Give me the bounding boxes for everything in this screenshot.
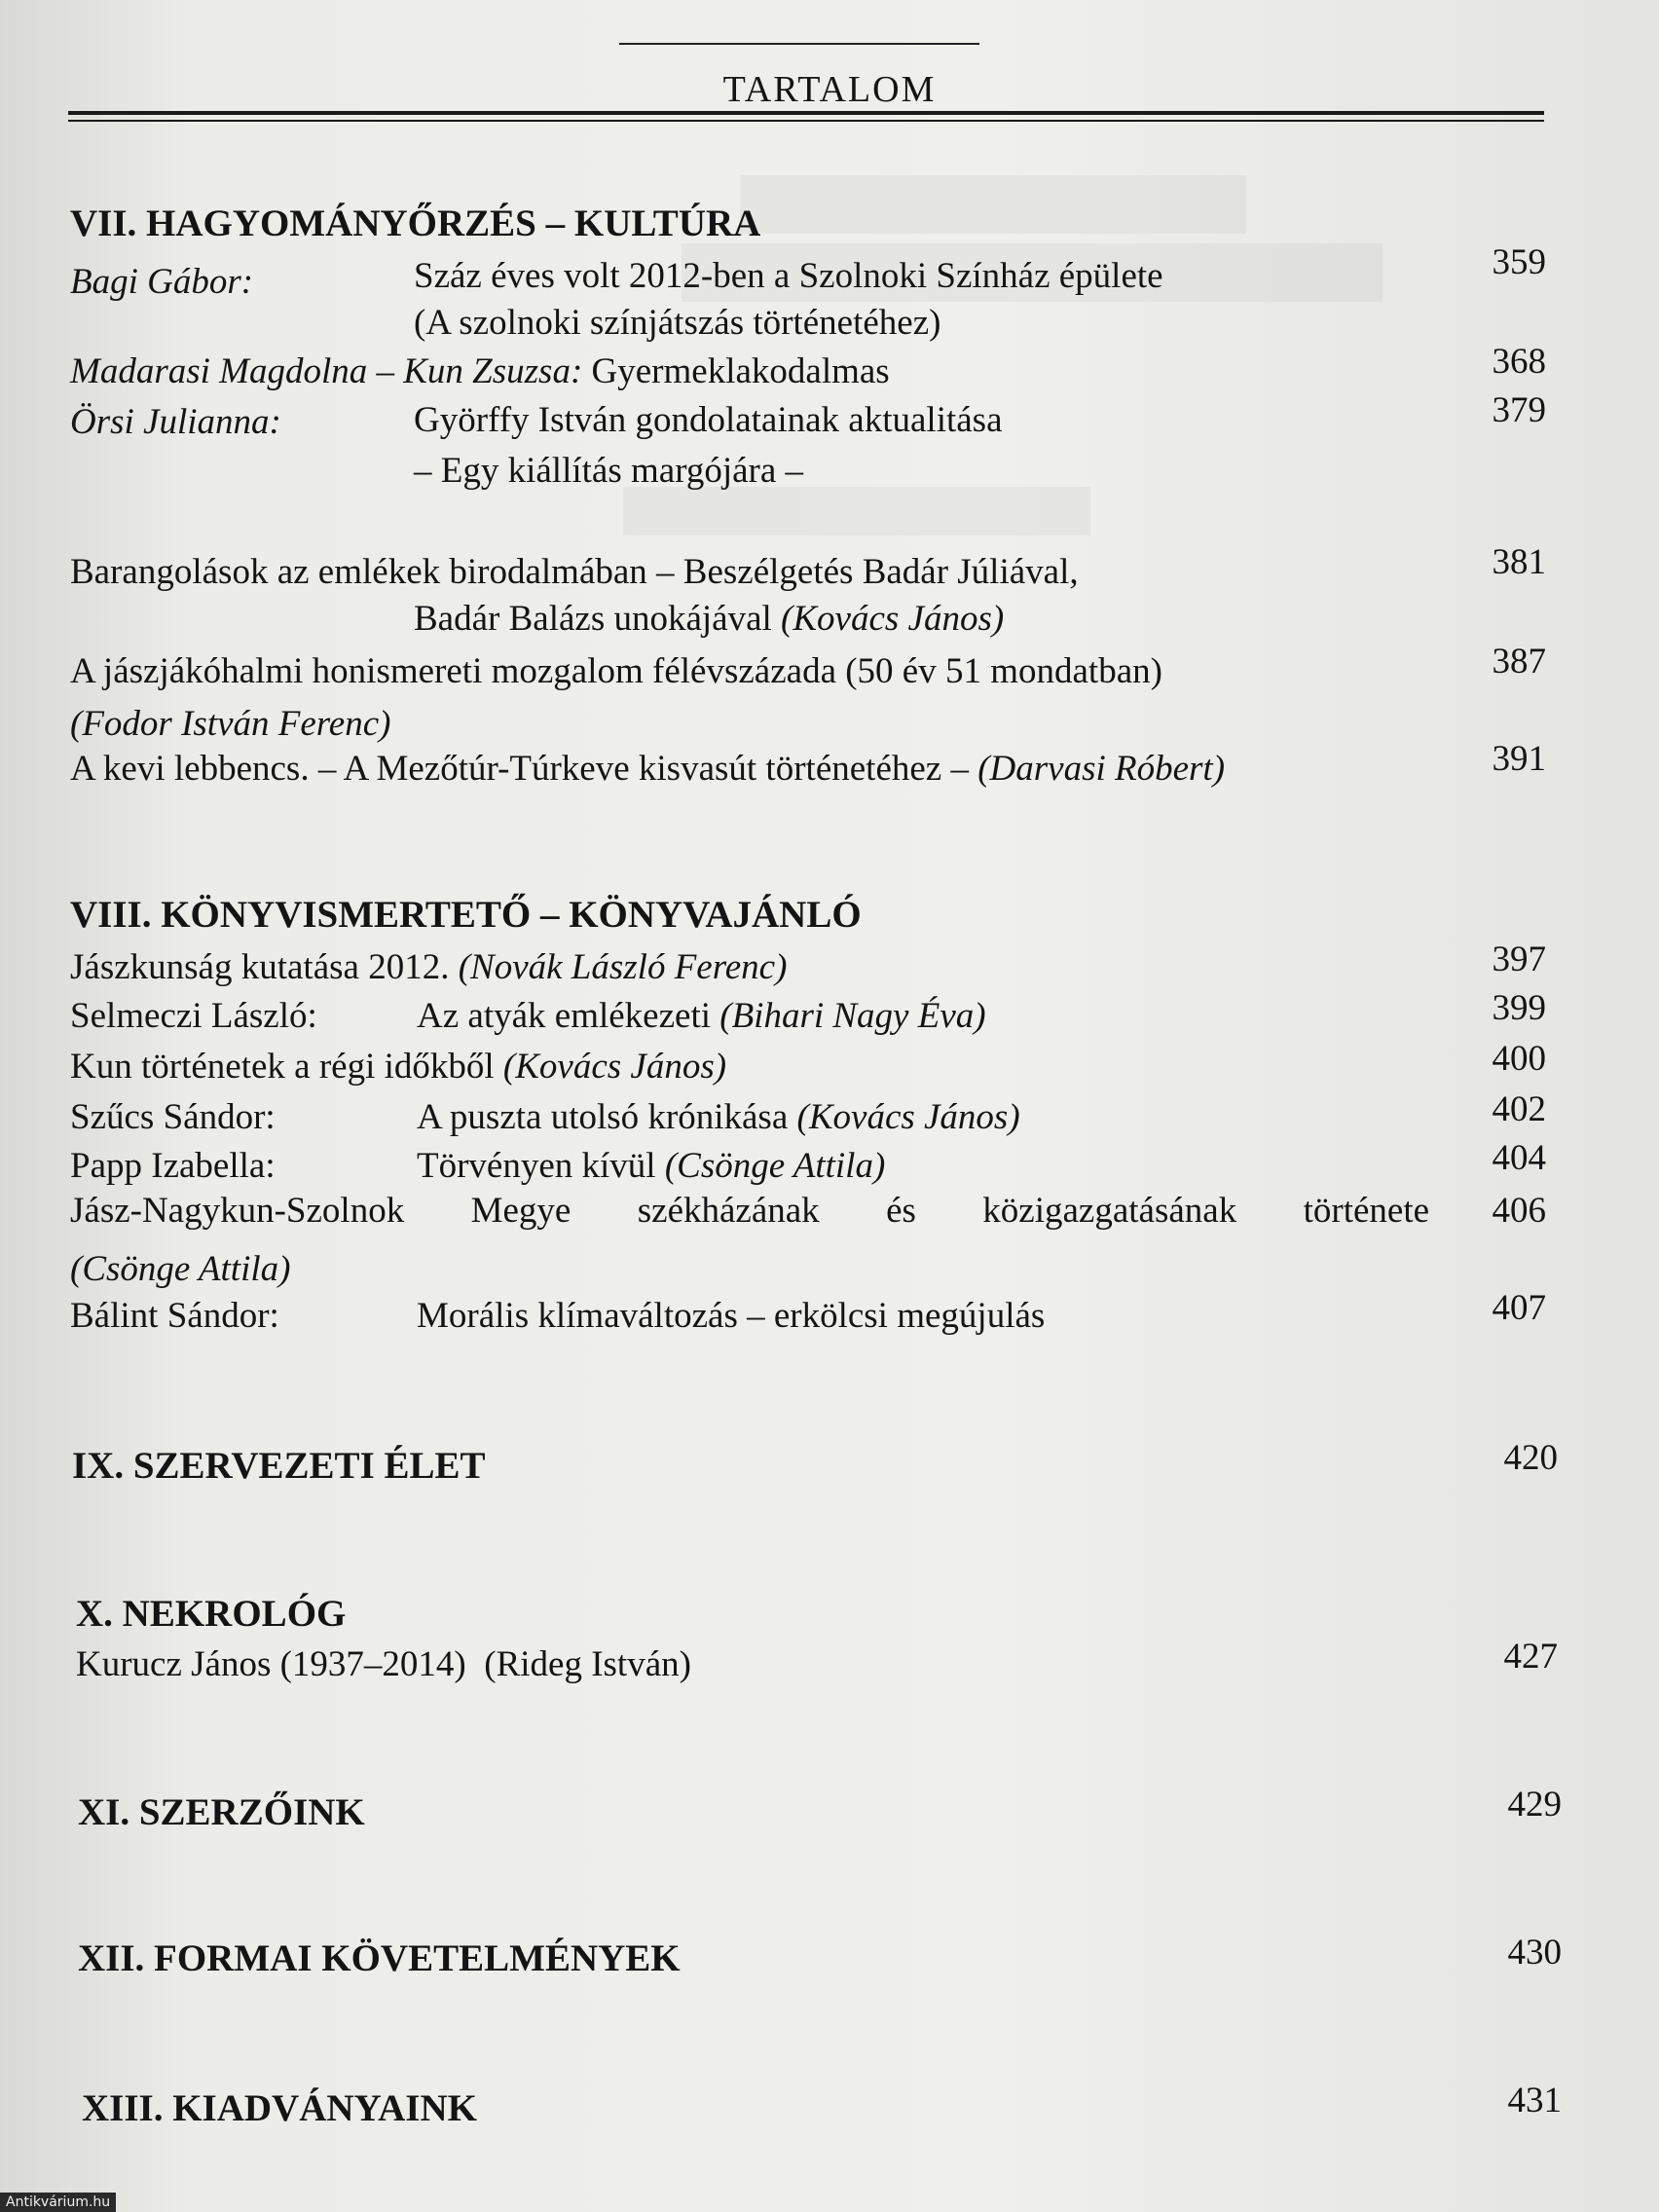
bleed-through-block <box>740 175 1246 234</box>
entry-title-word: Jász-Nagykun-Szolnok <box>70 1191 405 1231</box>
entry-subtitle: (A szolnoki színjátszás történetéhez) <box>414 303 941 343</box>
page-number: 404 <box>1492 1138 1546 1178</box>
page-number: 368 <box>1492 342 1546 382</box>
entry-title: Barangolások az emlékek birodalmában – Beszélgetés Badár Júliával, <box>70 552 1079 592</box>
page-number: 430 <box>1507 1933 1562 1972</box>
page-number: 407 <box>1492 1288 1546 1328</box>
toc-entry-row <box>76 1643 691 1686</box>
page-number: 381 <box>1492 542 1546 582</box>
page-number: 391 <box>1492 739 1546 779</box>
page-number: 359 <box>1492 242 1546 282</box>
entry-title: Kurucz János (1937–2014) <box>76 1644 466 1684</box>
entry-title: A kevi lebbencs. – A Mezőtúr-Túrkeve kisvasút történetéhez – <box>70 749 969 789</box>
entry-title-word: székházának <box>637 1191 820 1231</box>
entry-title-word: és <box>886 1191 916 1231</box>
toc-entry-row <box>70 748 1225 791</box>
toc-entry-row <box>417 995 986 1038</box>
entry-author: Bagi Gábor: <box>70 262 254 302</box>
entry-title: Jászkunság kutatása 2012. <box>70 947 450 987</box>
entry-title-justified <box>70 1190 1429 1233</box>
entry-reviewer: (Novák László Ferenc) <box>458 947 788 987</box>
section-title-ix: IX. SZERVEZETI ÉLET <box>72 1445 486 1487</box>
page-number: 402 <box>1492 1089 1546 1129</box>
entry-author: (Fodor István Ferenc) <box>70 704 391 744</box>
entry-author: Papp Izabella: <box>70 1146 276 1186</box>
page-number: 399 <box>1492 988 1546 1028</box>
top-rule <box>619 43 979 45</box>
entry-reviewer: (Csönge Attila) <box>70 1249 291 1289</box>
page-number: 397 <box>1492 940 1546 979</box>
toc-entry-row <box>70 350 890 393</box>
entry-title: Kun történetek a régi időkből <box>70 1047 495 1087</box>
page-number: 400 <box>1492 1039 1546 1079</box>
page-number: 431 <box>1507 2081 1562 2120</box>
entry-author: (Rideg István) <box>484 1644 691 1684</box>
entry-title: Törvényen kívül <box>417 1146 656 1186</box>
entry-author: Szűcs Sándor: <box>70 1097 276 1137</box>
entry-title: Badár Balázs unokájával <box>414 599 772 639</box>
entry-reviewer: (Kovács János) <box>502 1047 727 1087</box>
entry-reviewer: (Bihari Nagy Éva) <box>719 996 986 1036</box>
page-number: 387 <box>1492 642 1546 682</box>
toc-entry-row <box>417 1145 885 1188</box>
section-title-xi: XI. SZERZŐINK <box>78 1791 365 1833</box>
section-title-viii: VIII. KÖNYVISMERTETŐ – KÖNYVAJÁNLÓ <box>70 894 862 936</box>
entry-author: Örsi Julianna: <box>70 402 281 442</box>
header-rule-thin <box>68 120 1544 122</box>
page-number: 427 <box>1503 1637 1558 1677</box>
entry-reviewer: (Kovács János) <box>796 1097 1020 1137</box>
toc-entry-row <box>70 1046 726 1088</box>
entry-title: A puszta utolsó krónikása <box>417 1097 789 1137</box>
site-watermark: Antikvárium.hu <box>0 2193 116 2212</box>
header-rule-thick <box>68 111 1544 115</box>
entry-title: Györffy István gondolatainak aktualitása <box>414 400 1003 440</box>
entry-author: Madarasi Magdolna – Kun Zsuzsa: <box>70 351 583 391</box>
bleed-through-block <box>623 487 1090 535</box>
entry-subtitle: – Egy kiállítás margójára – <box>414 451 804 491</box>
section-title-vii: VII. HAGYOMÁNYŐRZÉS – KULTÚRA <box>70 203 761 244</box>
page-number: 420 <box>1503 1438 1558 1478</box>
toc-entry-row <box>417 1096 1020 1139</box>
page-number: 379 <box>1492 390 1546 430</box>
section-title-xii: XII. FORMAI KÖVETELMÉNYEK <box>78 1937 681 1979</box>
toc-entry-row <box>414 598 1004 641</box>
section-title-xiii: XIII. KIADVÁNYAINK <box>82 2087 477 2129</box>
entry-title: A jászjákóhalmi honismereti mozgalom félévszázada (50 év 51 mondatban) <box>70 651 1162 691</box>
page-number: 429 <box>1507 1785 1562 1825</box>
entry-author: (Kovács János) <box>781 599 1005 639</box>
entry-title-word: közigazgatásának <box>982 1191 1237 1231</box>
toc-entry-row <box>70 946 787 989</box>
entry-title: Gyermeklakodalmas <box>591 351 890 391</box>
entry-reviewer: (Csönge Attila) <box>664 1146 886 1186</box>
entry-title-word: Megye <box>470 1191 571 1231</box>
section-title-x: X. NEKROLÓG <box>76 1593 347 1635</box>
page-header-title: TARTALOM <box>722 69 937 110</box>
entry-author: (Darvasi Róbert) <box>977 749 1226 789</box>
entry-author: Selmeczi László: <box>70 996 317 1036</box>
entry-author: Bálint Sándor: <box>70 1296 279 1336</box>
entry-title-word: története <box>1303 1191 1430 1231</box>
entry-title: Száz éves volt 2012-ben a Szolnoki Színház épülete <box>414 256 1163 296</box>
entry-title: Morális klímaváltozás – erkölcsi megújulás <box>417 1296 1046 1336</box>
entry-title: Az atyák emlékezeti <box>417 996 711 1036</box>
page-number: 406 <box>1492 1191 1546 1231</box>
